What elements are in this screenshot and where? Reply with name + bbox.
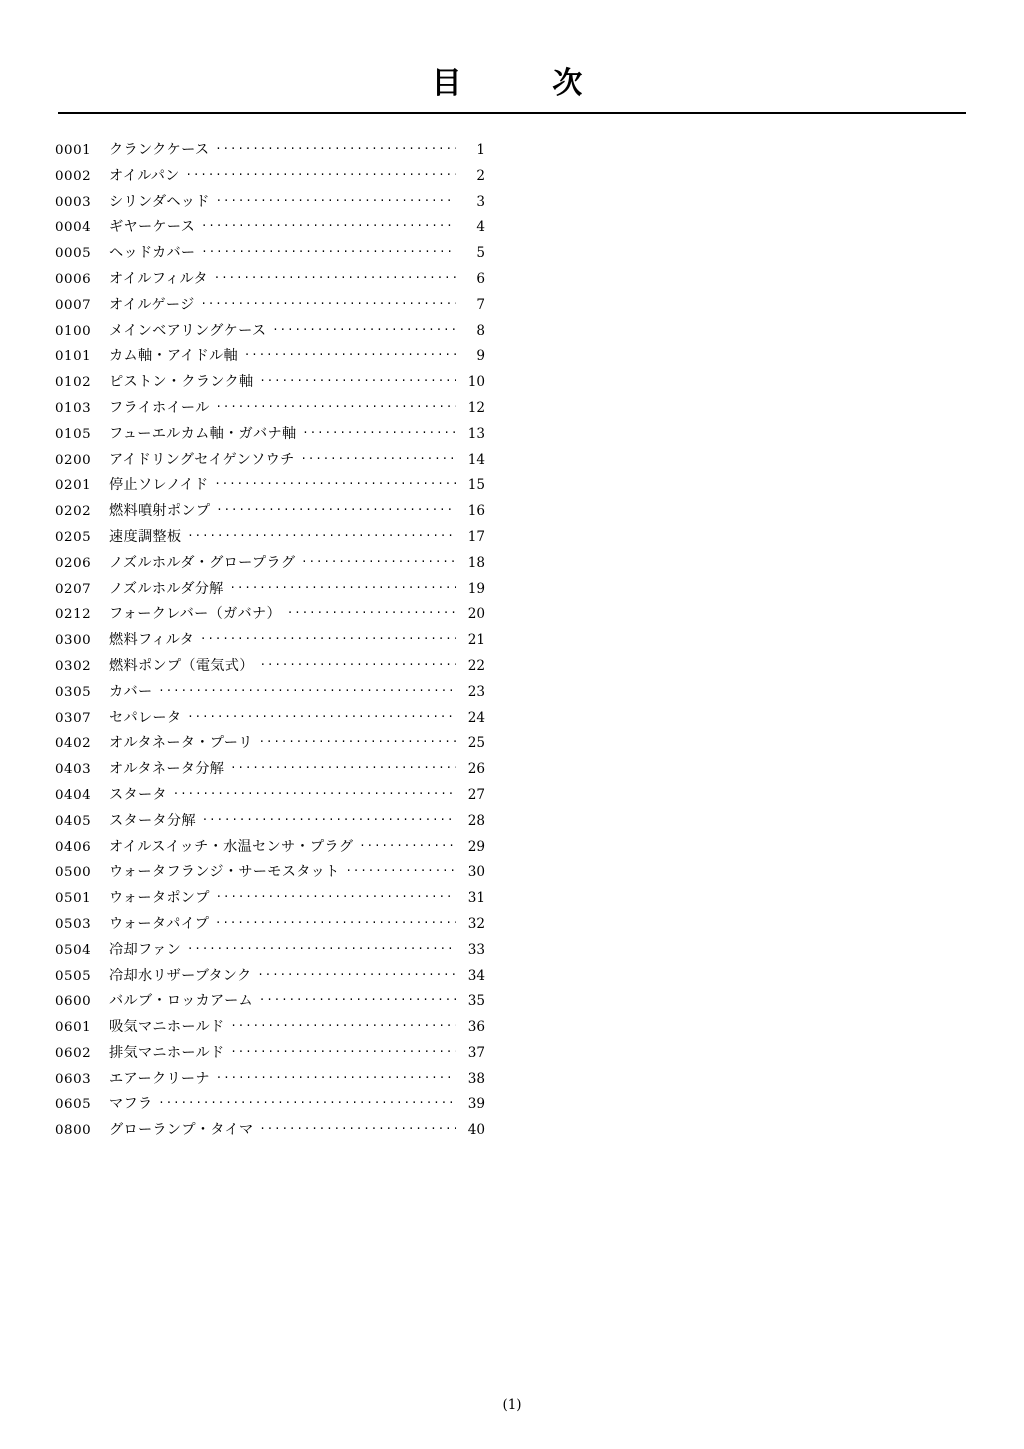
toc-entry-label: ノズルホルダ分解 xyxy=(109,580,224,597)
toc-entry-page: 33 xyxy=(467,941,485,958)
toc-entry-page: 26 xyxy=(467,761,485,778)
toc-entry-leader xyxy=(216,914,456,928)
toc-entry-page: 23 xyxy=(467,683,485,700)
toc-entry-page: 31 xyxy=(467,890,485,907)
toc-entry-label: 速度調整板 xyxy=(109,528,182,545)
toc-entry-code: 0605 xyxy=(55,1097,92,1113)
toc-entry-leader xyxy=(159,682,456,696)
toc-entry-code: 0101 xyxy=(55,349,92,365)
toc-entry-leader xyxy=(260,733,456,747)
toc-entry-label: カム軸・アイドル軸 xyxy=(109,348,238,365)
toc-entry-label: バルブ・ロッカアーム xyxy=(109,993,254,1010)
toc-entry-label: オイルゲージ xyxy=(109,296,195,313)
toc-entry-code: 0405 xyxy=(55,813,92,829)
toc-entry-leader xyxy=(187,166,456,180)
toc-entry-label: ノズルホルダ・グロープラグ xyxy=(109,554,296,571)
toc-entry-page: 12 xyxy=(467,399,485,416)
toc-entry-code: 0212 xyxy=(55,607,92,623)
toc-entry-code: 0207 xyxy=(55,581,92,597)
toc-entry-page: 34 xyxy=(467,967,485,984)
toc-entry-page: 5 xyxy=(476,245,485,262)
toc-entry-code: 0404 xyxy=(55,787,92,803)
toc-entry[interactable] xyxy=(55,267,485,293)
toc-entry-page: 30 xyxy=(467,864,485,881)
toc-entry-leader xyxy=(260,991,456,1005)
toc-entry-code: 0202 xyxy=(55,504,92,520)
toc-entry-code: 0500 xyxy=(55,865,92,881)
toc-entry[interactable] xyxy=(55,448,485,474)
toc-entry[interactable] xyxy=(55,783,485,809)
toc-entry-leader xyxy=(203,811,456,825)
toc-entry-leader xyxy=(258,966,456,980)
toc-entry-page: 24 xyxy=(467,709,485,726)
toc-entry[interactable] xyxy=(55,989,485,1015)
toc-entry-leader xyxy=(347,862,456,876)
toc-entry-label: フォークレバー（ガバナ） xyxy=(109,606,281,623)
toc-entry[interactable] xyxy=(55,215,485,241)
toc-entry-label: ウォータパイプ xyxy=(109,915,210,932)
toc-entry-label: 燃料フィルタ xyxy=(109,632,195,649)
toc-entry-leader xyxy=(260,1120,456,1134)
toc-entry-leader xyxy=(216,140,456,154)
toc-entry-leader xyxy=(303,424,456,438)
toc-entry-code: 0002 xyxy=(55,168,92,184)
toc-entry[interactable] xyxy=(55,809,485,835)
toc-entry-code: 0003 xyxy=(55,194,92,210)
toc-entry-page: 35 xyxy=(467,993,485,1010)
toc-entry-code: 0005 xyxy=(55,246,92,262)
toc-entry-page: 9 xyxy=(476,348,485,365)
toc-entry[interactable] xyxy=(55,241,485,267)
toc-entry-page: 1 xyxy=(476,142,485,158)
toc-entry-label: フライホイール xyxy=(109,399,210,416)
toc-entry[interactable] xyxy=(55,628,485,654)
toc-entry-code: 0001 xyxy=(55,143,92,158)
toc-entry-code: 0105 xyxy=(55,426,92,442)
toc-entry-code: 0601 xyxy=(55,1020,92,1036)
toc-entry-code: 0406 xyxy=(55,839,92,855)
toc-entry-code: 0103 xyxy=(55,400,92,416)
toc-entry[interactable] xyxy=(55,551,485,577)
toc-entry-page: 27 xyxy=(467,786,485,803)
toc-entry-leader xyxy=(217,888,456,902)
toc-entry-label: 停止ソレノイド xyxy=(109,477,209,494)
toc-entry[interactable] xyxy=(55,319,485,345)
toc-entry[interactable] xyxy=(55,499,485,525)
toc-entry-leader xyxy=(261,656,456,670)
toc-entry-code: 0201 xyxy=(55,478,92,494)
toc-entry-leader xyxy=(217,192,456,206)
toc-entry-code: 0503 xyxy=(55,916,92,932)
toc-entry[interactable] xyxy=(55,525,485,551)
toc-entry[interactable] xyxy=(55,964,485,990)
toc-entry-code: 0602 xyxy=(55,1045,92,1061)
toc-entry-leader xyxy=(245,346,456,360)
toc-entry-page: 3 xyxy=(476,193,485,210)
toc-entry-code: 0006 xyxy=(55,271,92,287)
toc-entry-page: 29 xyxy=(467,838,485,855)
toc-entry-leader xyxy=(215,475,456,489)
toc-entry[interactable] xyxy=(55,1015,485,1041)
toc-entry-code: 0307 xyxy=(55,710,92,726)
toc-entry-page: 18 xyxy=(467,554,485,571)
toc-entry-page: 22 xyxy=(467,657,485,674)
toc-entry-leader xyxy=(188,708,456,722)
toc-entry[interactable] xyxy=(55,293,485,319)
toc-entry[interactable] xyxy=(55,654,485,680)
toc-entry[interactable] xyxy=(55,886,485,912)
toc-entry-code: 0102 xyxy=(55,375,92,391)
toc-entry-leader xyxy=(260,372,456,386)
toc-entry-page: 25 xyxy=(467,735,485,752)
toc-entry[interactable] xyxy=(55,370,485,396)
toc-entry[interactable] xyxy=(55,1118,485,1144)
toc-entry-code: 0300 xyxy=(55,633,92,649)
toc-entry-code: 0100 xyxy=(55,323,92,339)
toc-entry[interactable] xyxy=(55,577,485,603)
toc-entry-code: 0200 xyxy=(55,452,92,468)
toc-entry-page: 38 xyxy=(467,1070,485,1087)
toc-entry-page: 19 xyxy=(467,580,485,597)
toc-entry-page: 40 xyxy=(467,1122,485,1139)
toc-entry-label: オイルフィルタ xyxy=(109,270,208,287)
toc-entry-label: カバー xyxy=(109,683,153,700)
toc-entry-code: 0007 xyxy=(55,297,92,313)
toc-entry-code: 0402 xyxy=(55,736,92,752)
title-divider xyxy=(58,112,966,114)
toc-entry-code: 0501 xyxy=(55,891,92,907)
toc-entry[interactable] xyxy=(55,138,485,164)
toc-entry-leader xyxy=(231,759,456,773)
toc-entry[interactable] xyxy=(55,602,485,628)
toc-entry-label: セパレータ xyxy=(109,709,182,726)
toc-entry-leader xyxy=(202,295,456,309)
toc-entry-page: 2 xyxy=(476,167,485,184)
toc-entry-code: 0603 xyxy=(55,1071,92,1087)
toc-entry-label: エアークリーナ xyxy=(109,1070,210,1087)
toc-entry[interactable] xyxy=(55,1092,485,1118)
toc-entry[interactable] xyxy=(55,757,485,783)
toc-entry-page: 37 xyxy=(467,1044,485,1061)
toc-entry-code: 0403 xyxy=(55,762,92,778)
toc-entry-label: 吸気マニホールド xyxy=(109,1019,225,1036)
toc-entry-leader xyxy=(273,321,456,335)
toc-entry-label: スタータ分解 xyxy=(109,812,196,829)
toc-entry-leader xyxy=(360,837,456,851)
toc-entry-leader xyxy=(231,579,456,593)
toc-entry[interactable] xyxy=(55,190,485,216)
toc-entry[interactable] xyxy=(55,344,485,370)
toc-entry[interactable] xyxy=(55,912,485,938)
toc-entry-page: 21 xyxy=(467,632,485,649)
page-number: (1) xyxy=(502,1397,522,1413)
toc-entry-code: 0600 xyxy=(55,994,92,1010)
toc-entry-page: 7 xyxy=(476,296,485,313)
toc-entry-code: 0305 xyxy=(55,684,92,700)
toc-entry-code: 0800 xyxy=(55,1123,92,1139)
toc-entry-leader xyxy=(288,604,456,618)
toc-entry-leader xyxy=(202,217,456,231)
toc-entry-label: オルタネータ・プーリ xyxy=(109,735,253,752)
toc-entry-page: 8 xyxy=(476,322,485,339)
toc-entry-page: 20 xyxy=(467,606,485,623)
toc-entry-label: オルタネータ分解 xyxy=(109,761,225,778)
toc-entry-page: 28 xyxy=(467,812,485,829)
toc-entry-page: 13 xyxy=(467,425,485,442)
toc-entry[interactable] xyxy=(55,422,485,448)
toc-entry-leader xyxy=(217,398,456,412)
toc-entry-label: 燃料噴射ポンプ xyxy=(109,503,211,520)
toc-entry-leader xyxy=(215,269,456,283)
toc-entry[interactable] xyxy=(55,706,485,732)
toc-entry-label: ギヤーケース xyxy=(109,219,196,236)
toc-entry-leader xyxy=(188,940,456,954)
page-title: 目 次 xyxy=(431,66,593,101)
toc-entry-code: 0505 xyxy=(55,968,92,984)
toc-entry-page: 14 xyxy=(467,451,485,468)
toc-entry-leader xyxy=(188,527,456,541)
toc-entry-label: シリンダヘッド xyxy=(109,193,210,210)
toc-entry[interactable] xyxy=(55,938,485,964)
toc-entry[interactable] xyxy=(55,1067,485,1093)
toc-entry[interactable] xyxy=(55,473,485,499)
toc-entry-label: 冷却水リザーブタンク xyxy=(109,967,252,984)
toc-entry-leader xyxy=(159,1094,456,1108)
toc-entry-label: スタータ xyxy=(109,786,167,803)
toc-entry-label: クランクケース xyxy=(109,142,210,158)
toc-entry-code: 0004 xyxy=(55,220,92,236)
toc-entry-label: グローランプ・タイマ xyxy=(109,1122,254,1139)
toc-entry-leader xyxy=(174,785,456,799)
toc-entry-page: 15 xyxy=(467,477,485,494)
toc-entry[interactable] xyxy=(55,1041,485,1067)
toc-entry-label: オイルパン xyxy=(109,167,180,184)
toc-entry-page: 10 xyxy=(467,374,485,391)
toc-entry[interactable] xyxy=(55,731,485,757)
toc-entry-leader xyxy=(217,501,456,515)
toc-entry-leader xyxy=(302,450,456,464)
table-of-contents xyxy=(0,138,1024,1144)
toc-entry[interactable] xyxy=(55,860,485,886)
toc-entry[interactable] xyxy=(55,164,485,190)
toc-entry-label: 燃料ポンプ（電気式） xyxy=(109,657,254,674)
toc-entry-code: 0504 xyxy=(55,942,92,958)
toc-entry-leader xyxy=(302,553,456,567)
toc-entry[interactable] xyxy=(55,680,485,706)
toc-entry-page: 4 xyxy=(476,219,485,236)
toc-entry-page: 17 xyxy=(467,528,485,545)
toc-entry-page: 36 xyxy=(467,1019,485,1036)
toc-entry-label: マフラ xyxy=(109,1096,153,1113)
toc-entry-leader xyxy=(232,1017,457,1031)
toc-entry-label: ウォータフランジ・サーモスタット xyxy=(109,864,340,881)
toc-entry-leader xyxy=(217,1069,456,1083)
toc-entry[interactable] xyxy=(55,396,485,422)
toc-entry-leader xyxy=(202,243,456,257)
toc-entry-label: ウォータポンプ xyxy=(109,890,210,907)
toc-entry-label: メインベアリングケース xyxy=(109,322,267,339)
toc-entry-label: オイルスイッチ・水温センサ・プラグ xyxy=(109,838,354,855)
toc-entry-page: 6 xyxy=(476,270,485,287)
toc-list xyxy=(55,138,485,1144)
toc-entry-page: 39 xyxy=(467,1096,485,1113)
toc-entry-leader xyxy=(201,630,456,644)
toc-entry-label: フューエルカム軸・ガバナ軸 xyxy=(109,425,297,442)
toc-entry-label: アイドリングセイゲンソウチ xyxy=(109,451,295,468)
toc-entry-code: 0205 xyxy=(55,529,92,545)
toc-entry-label: ピストン・クランク軸 xyxy=(109,374,254,391)
toc-entry[interactable] xyxy=(55,835,485,861)
toc-entry-page: 16 xyxy=(467,503,485,520)
toc-entry-code: 0206 xyxy=(55,555,92,571)
toc-entry-page: 32 xyxy=(467,915,485,932)
toc-entry-label: 冷却ファン xyxy=(109,941,182,958)
toc-entry-label: ヘッドカバー xyxy=(109,245,196,262)
toc-entry-leader xyxy=(232,1043,457,1057)
toc-entry-label: 排気マニホールド xyxy=(109,1044,225,1061)
toc-entry-code: 0302 xyxy=(55,658,92,674)
